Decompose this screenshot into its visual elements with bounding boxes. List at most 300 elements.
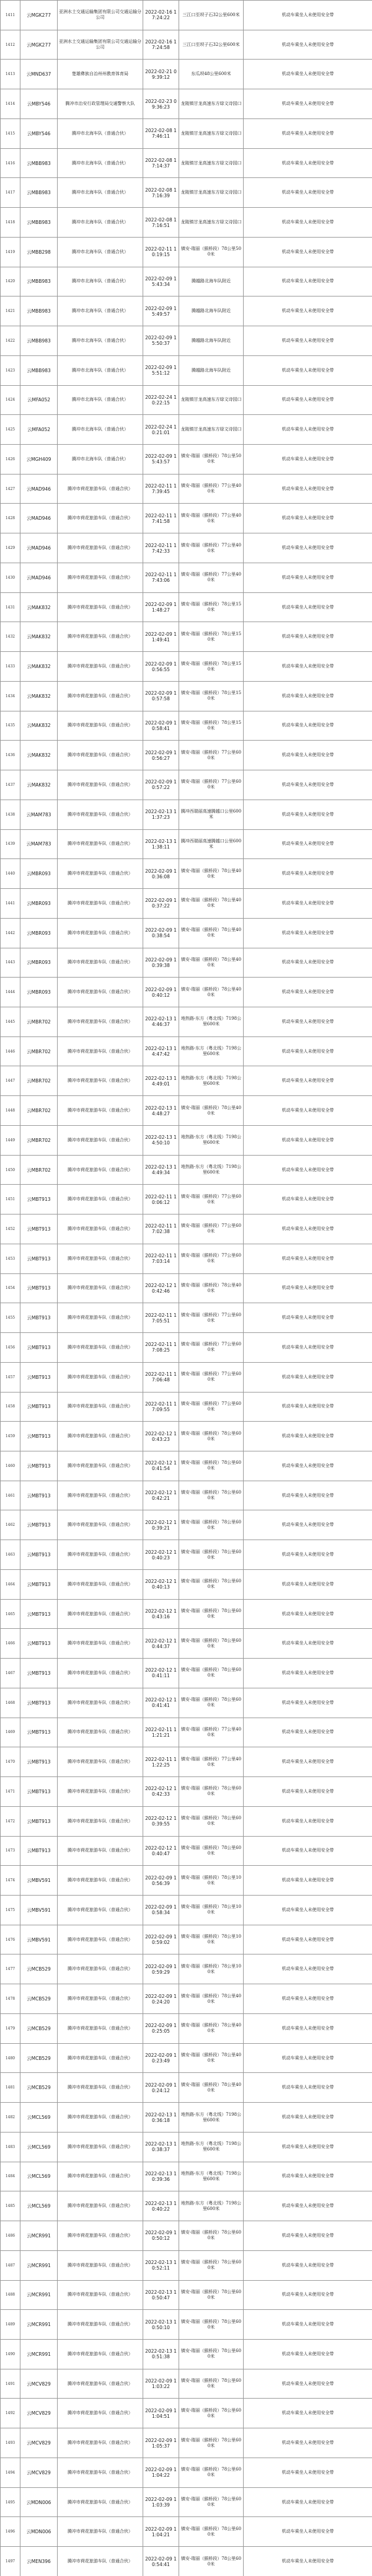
table-row [1,2250,372,2280]
row-number-cell: 1488 [1,2280,20,2310]
violation-location-cell: 腾冲西瑞丽高速腾越口公里600米 [179,829,244,859]
vehicle-owner-cell: 腾冲市荷花旅游车队（普通合伙） [58,1510,143,1540]
plate-number-cell: 云MCB529 [20,2013,58,2043]
plate-number-cell: 云MAK832 [20,741,58,770]
violation-behavior-cell: 机动车乘坐人未使用安全带 [244,2399,372,2428]
violation-location-cell: 镇安-瑞丽（猴桥段）78公里600米 [179,1806,244,1836]
row-number-cell: 1418 [1,208,20,238]
row-number-cell: 1486 [1,2221,20,2251]
violation-location-cell: 镇安-瑞丽（猴桥段）77公里600米 [179,1185,244,1214]
violation-time-cell: 2022-02-11 17:09:55 [143,1392,179,1422]
violation-behavior-cell: 机动车乘坐人未使用安全带 [244,1096,372,1126]
violation-behavior-cell: 机动车乘坐人未使用安全带 [244,1925,372,1954]
violation-behavior-cell: 机动车乘坐人未使用安全带 [244,415,372,445]
table-row [1,1273,372,1303]
vehicle-owner-cell: 腾冲市荷花旅游车队（普通合伙） [58,1954,143,1984]
violation-behavior-cell: 机动车乘坐人未使用安全带 [244,2487,372,2517]
vehicle-owner-cell: 腾冲市荷花旅游车队（普通合伙） [58,1066,143,1096]
violation-location-cell: 三江口至坝子石32公里600米 [179,1,244,30]
plate-number-cell: 云MBT913 [20,1362,58,1392]
violation-time-cell: 2022-02-13 10:51:38 [143,2340,179,2369]
violation-time-cell: 2022-02-11 17:39:45 [143,474,179,504]
violation-location-cell: 镇安-瑞丽（猴桥段）78公里600米 [179,2340,244,2369]
violation-location-cell: 镇安-瑞丽（猴桥段）78公里400米 [179,859,244,889]
plate-number-cell: 云MBT913 [20,1688,58,1718]
row-number-cell: 1415 [1,118,20,148]
vehicle-owner-cell: 腾冲市荷花旅游车队（普通合伙） [58,711,143,741]
row-number-cell: 1428 [1,504,20,533]
violation-time-cell: 2022-02-08 17:16:39 [143,178,179,208]
table-row [1,178,372,208]
vehicle-owner-cell: 楚雄彝族自治州州教育体育局 [58,60,143,89]
violation-behavior-cell: 机动车乘坐人未使用安全带 [244,889,372,919]
vehicle-owner-cell: 腾冲市荷花旅游车队（普通合伙） [58,2162,143,2191]
row-number-cell: 1423 [1,355,20,385]
violation-behavior-cell: 机动车乘坐人未使用安全带 [244,1718,372,1747]
violation-behavior-cell: 机动车乘坐人未使用安全带 [244,445,372,475]
row-number-cell: 1431 [1,592,20,622]
table-row [1,1362,372,1392]
violation-location-cell: 镇安-瑞丽（猴桥段）78公里600米 [179,2310,244,2340]
violation-behavior-cell: 机动车乘坐人未使用安全带 [244,1866,372,1896]
violation-behavior-cell: 机动车乘坐人未使用安全带 [244,89,372,119]
table-row [1,1333,372,1363]
table-row [1,1659,372,1688]
vehicle-owner-cell: 腾冲市荷花旅游车队（普通合伙） [58,1599,143,1629]
violation-behavior-cell: 机动车乘坐人未使用安全带 [244,622,372,652]
violation-behavior-cell: 机动车乘坐人未使用安全带 [244,60,372,89]
row-number-cell: 1485 [1,2191,20,2221]
violation-time-cell: 2022-02-09 11:04:21 [143,2517,179,2547]
vehicle-owner-cell: 腾冲市荷花旅游车队（普通合伙） [58,2487,143,2517]
row-number-cell: 1422 [1,326,20,356]
vehicle-owner-cell: 腾冲市荷花旅游车队（普通合伙） [58,1806,143,1836]
table-row [1,2399,372,2428]
violation-time-cell: 2022-02-09 10:25:05 [143,2013,179,2043]
table-row [1,1214,372,1244]
violation-behavior-cell: 机动车乘坐人未使用安全带 [244,1362,372,1392]
table-row [1,2162,372,2191]
violation-behavior-cell: 机动车乘坐人未使用安全带 [244,918,372,948]
violation-time-cell: 2022-02-11 17:41:58 [143,504,179,533]
vehicle-owner-cell: 腾冲市荷花旅游车队（普通合伙） [58,2399,143,2428]
violation-time-cell: 2022-02-23 09:36:23 [143,89,179,119]
plate-number-cell: 云MBT913 [20,1510,58,1540]
plate-number-cell: 云MDN006 [20,2487,58,2517]
table-row [1,741,372,770]
vehicle-owner-cell: 腾冲市荷花旅游车队（普通合伙） [58,1896,143,1925]
violation-behavior-cell: 机动车乘坐人未使用安全带 [244,504,372,533]
table-row [1,1,372,30]
vehicle-owner-cell: 腾冲市北海车队（普通合伙） [58,148,143,178]
table-row [1,60,372,89]
violation-time-cell: 2022-02-09 10:56:39 [143,1866,179,1896]
plate-number-cell: 云MAK832 [20,770,58,800]
row-number-cell: 1424 [1,385,20,415]
violation-behavior-cell: 机动车乘坐人未使用安全带 [244,2250,372,2280]
violation-location-cell: 龙陵镇甘龙高速东方绿文诗园口 [179,415,244,445]
table-row [1,1777,372,1807]
violation-location-cell: 镇安-瑞丽（猴桥段）78公里400米 [179,978,244,1007]
vehicle-owner-cell: 腾冲市荷花旅游车队（普通合伙） [58,2280,143,2310]
violation-time-cell: 2022-02-09 11:03:22 [143,2369,179,2399]
plate-number-cell: 云MGH409 [20,445,58,475]
plate-number-cell: 云MBB983 [20,355,58,385]
table-row [1,148,372,178]
violation-location-cell: 镇安-瑞丽（猴桥段）78公里600米 [179,1688,244,1718]
table-row [1,1244,372,1273]
vehicle-owner-cell: 腾冲市荷花旅游车队（普通合伙） [58,563,143,592]
violation-behavior-cell: 机动车乘坐人未使用安全带 [244,978,372,1007]
plate-number-cell: 云MAK832 [20,622,58,652]
violation-time-cell: 2022-02-11 10:06:12 [143,1185,179,1214]
row-number-cell: 1479 [1,2013,20,2043]
row-number-cell: 1477 [1,1954,20,1984]
violation-location-cell: 镇安-瑞丽（猴桥段）78公里600米 [179,1510,244,1540]
violation-behavior-cell: 机动车乘坐人未使用安全带 [244,2191,372,2221]
plate-number-cell: 云MBT913 [20,1599,58,1629]
violation-location-cell: 镇安-瑞丽（猴桥段）78公里100米 [179,1954,244,1984]
table-row [1,2547,372,2576]
plate-number-cell: 云MBR093 [20,859,58,889]
violation-location-cell: 镇安-瑞丽（猴桥段）78公里600米 [179,2280,244,2310]
row-number-cell: 1439 [1,829,20,859]
violation-behavior-cell: 机动车乘坐人未使用安全带 [244,355,372,385]
row-number-cell: 1465 [1,1599,20,1629]
violation-location-cell: 镇安-瑞丽（猴桥段）78公里600米 [179,1540,244,1570]
violation-time-cell: 2022-02-12 10:43:23 [143,1422,179,1451]
violation-location-cell: 腾越路北海车队附近 [179,355,244,385]
plate-number-cell: 云MAD946 [20,504,58,533]
violation-time-cell: 2022-02-09 10:56:27 [143,741,179,770]
row-number-cell: 1425 [1,415,20,445]
vehicle-owner-cell: 腾冲市北海车队（普通合伙） [58,267,143,296]
vehicle-owner-cell: 腾冲市北海车队（普通合伙） [58,355,143,385]
violation-behavior-cell: 机动车乘坐人未使用安全带 [244,2369,372,2399]
violation-time-cell: 2022-02-09 10:24:12 [143,2073,179,2103]
violation-time-cell: 2022-02-09 10:57:58 [143,681,179,711]
table-row [1,1125,372,1155]
violation-time-cell: 2022-02-12 10:43:16 [143,1599,179,1629]
vehicle-owner-cell: 腾冲市北海车队（普通合伙） [58,178,143,208]
table-row [1,681,372,711]
vehicle-owner-cell: 腾冲市荷花旅游车队（普通合伙） [58,1392,143,1422]
violation-location-cell: 腾越路北海车队附近 [179,267,244,296]
table-row [1,326,372,356]
vehicle-owner-cell: 腾冲市荷花旅游车队（普通合伙） [58,2191,143,2221]
plate-number-cell: 云MBY546 [20,89,58,119]
table-row [1,2428,372,2458]
table-row [1,1422,372,1451]
plate-number-cell: 云MBT913 [20,1777,58,1807]
violation-time-cell: 2022-02-13 11:37:23 [143,800,179,829]
row-number-cell: 1444 [1,978,20,1007]
plate-number-cell: 云MBV591 [20,1866,58,1896]
table-row [1,2013,372,2043]
violation-location-cell: 镇安-瑞丽（猴桥段）77公里400米 [179,504,244,533]
violation-behavior-cell: 机动车乘坐人未使用安全带 [244,385,372,415]
violation-location-cell: 地热路-东方（粤北线）7198公里600米 [179,2162,244,2191]
row-number-cell: 1440 [1,859,20,889]
violation-time-cell: 2022-02-09 11:04:22 [143,2458,179,2487]
violation-time-cell: 2022-02-21 09:39:12 [143,60,179,89]
violation-behavior-cell: 机动车乘坐人未使用安全带 [244,1333,372,1363]
violation-location-cell: 镇安-瑞丽（猴桥段）78公里400米 [179,1984,244,2014]
violation-location-cell: 镇安-瑞丽（猴桥段）77公里600米 [179,770,244,800]
violation-location-cell: 镇安-瑞丽（猴桥段）77公里600米 [179,1303,244,1333]
vehicle-owner-cell: 腾冲市荷花旅游车队（普通合伙） [58,1155,143,1185]
plate-number-cell: 云MBT913 [20,1392,58,1422]
violation-behavior-cell: 机动车乘坐人未使用安全带 [244,237,372,267]
table-row [1,2280,372,2310]
violation-time-cell: 2022-02-12 10:44:37 [143,1629,179,1659]
plate-number-cell: 云MBR702 [20,1066,58,1096]
vehicle-owner-cell: 腾冲市荷花旅游车队（普通合伙） [58,800,143,829]
plate-number-cell: 云MBT913 [20,1303,58,1333]
violation-location-cell: 镇安-瑞丽（猴桥段）77公里600米 [179,1362,244,1392]
violation-behavior-cell: 机动车乘坐人未使用安全带 [244,2547,372,2576]
violation-behavior-cell: 机动车乘坐人未使用安全带 [244,829,372,859]
plate-number-cell: 云MAK832 [20,681,58,711]
vehicle-owner-cell: 腾冲市荷花旅游车队（普通合伙） [58,1125,143,1155]
violation-time-cell: 2022-02-13 14:48:27 [143,1096,179,1126]
vehicle-owner-cell: 腾冲市北海车队（普通合伙） [58,385,143,415]
violation-location-cell: 三江口至坝子石32公里600米 [179,30,244,60]
violation-behavior-cell: 机动车乘坐人未使用安全带 [244,296,372,326]
violation-location-cell: 镇安-瑞丽（猴桥段）78公里150米 [179,681,244,711]
table-row [1,1007,372,1036]
plate-number-cell: 云MBB983 [20,296,58,326]
table-row [1,89,372,119]
violation-behavior-cell: 机动车乘坐人未使用安全带 [244,2458,372,2487]
table-row [1,889,372,919]
table-row [1,1540,372,1570]
violation-time-cell: 2022-02-13 10:39:36 [143,2162,179,2191]
violation-location-cell: 地热路-东方（粤北线）7198公里600米 [179,2132,244,2162]
violation-time-cell: 2022-02-09 10:40:12 [143,978,179,1007]
violation-location-cell: 龙陵镇甘龙高速东方绿文诗园口 [179,385,244,415]
violation-location-cell: 镇安-瑞丽（猴桥段）78公里150米 [179,622,244,652]
vehicle-owner-cell: 腾冲市荷花旅游车队（普通合伙） [58,1036,143,1066]
table-row [1,118,372,148]
plate-number-cell: 云MBR702 [20,1036,58,1066]
vehicle-owner-cell: 腾冲市荷花旅游车队（普通合伙） [58,504,143,533]
violation-location-cell: 地热路-东方（粤北线）7198公里600米 [179,1125,244,1155]
violation-time-cell: 2022-02-13 10:36:18 [143,2103,179,2133]
vehicle-owner-cell: 腾冲市荷花旅游车队（普通合伙） [58,741,143,770]
violation-location-cell: 镇安-瑞丽（猴桥段）78公里600米 [179,1777,244,1807]
plate-number-cell: 云MAK832 [20,652,58,682]
violation-time-cell: 2022-02-09 11:48:27 [143,592,179,622]
plate-number-cell: 云MBR093 [20,948,58,978]
row-number-cell: 1466 [1,1629,20,1659]
row-number-cell: 1445 [1,1007,20,1036]
row-number-cell: 1449 [1,1125,20,1155]
vehicle-owner-cell: 腾冲市荷花旅游车队（普通合伙） [58,1718,143,1747]
vehicle-owner-cell: 腾冲市荷花旅游车队（普通合伙） [58,2340,143,2369]
violation-location-cell: 镇安-瑞丽（猴桥段）78公里600米 [179,1836,244,1866]
violation-behavior-cell: 机动车乘坐人未使用安全带 [244,1125,372,1155]
table-row [1,859,372,889]
vehicle-owner-cell: 腾冲市荷花旅游车队（普通合伙） [58,1481,143,1510]
row-number-cell: 1446 [1,1036,20,1066]
violation-location-cell: 地热路-东方（粤北线）7198公里600米 [179,1155,244,1185]
row-number-cell: 1416 [1,148,20,178]
table-row [1,1036,372,1066]
plate-number-cell: 云MBB983 [20,267,58,296]
row-number-cell: 1426 [1,445,20,475]
table-row [1,592,372,622]
violation-location-cell: 镇安-瑞丽（猴桥段）78公里600米 [179,2250,244,2280]
plate-number-cell: 云MBT913 [20,1244,58,1273]
vehicle-owner-cell: 腾冲市荷花旅游车队（普通合伙） [58,1777,143,1807]
violation-behavior-cell: 机动车乘坐人未使用安全带 [244,681,372,711]
violation-location-cell: 腾冲西瑞丽高速腾越口公里600米 [179,800,244,829]
table-row [1,474,372,504]
violation-behavior-cell: 机动车乘坐人未使用安全带 [244,948,372,978]
row-number-cell: 1414 [1,89,20,119]
table-row [1,1303,372,1333]
vehicle-owner-cell: 腾冲市荷花旅游车队（普通合伙） [58,2013,143,2043]
violation-location-cell: 镇安-瑞丽（猴桥段）77公里600米 [179,1244,244,1273]
violation-behavior-cell: 机动车乘坐人未使用安全带 [244,2310,372,2340]
violation-time-cell: 2022-02-09 11:04:51 [143,2399,179,2428]
plate-number-cell: 云MBT913 [20,1569,58,1599]
violation-behavior-cell: 机动车乘坐人未使用安全带 [244,326,372,356]
violation-behavior-cell: 机动车乘坐人未使用安全带 [244,1659,372,1688]
violation-behavior-cell: 机动车乘坐人未使用安全带 [244,1036,372,1066]
violation-table-body [1,1,372,2576]
plate-number-cell: 云MBR093 [20,978,58,1007]
violation-behavior-cell: 机动车乘坐人未使用安全带 [244,2221,372,2251]
table-row [1,355,372,385]
violation-behavior-cell: 机动车乘坐人未使用安全带 [244,1007,372,1036]
violation-behavior-cell: 机动车乘坐人未使用安全带 [244,1896,372,1925]
violation-behavior-cell: 机动车乘坐人未使用安全带 [244,770,372,800]
plate-number-cell: 云MAD946 [20,563,58,592]
violation-behavior-cell: 机动车乘坐人未使用安全带 [244,1214,372,1244]
violation-location-cell: 地热路-东方（粤北线）7198公里600米 [179,1036,244,1066]
violation-behavior-cell: 机动车乘坐人未使用安全带 [244,178,372,208]
vehicle-owner-cell: 腾冲市北海车队（普通合伙） [58,118,143,148]
vehicle-owner-cell: 亚洲水土交通运输集团有限公司交通运输分公司 [58,30,143,60]
violation-location-cell: 镇安-瑞丽（猴桥段）78公里600米 [179,1629,244,1659]
violation-time-cell: 2022-02-13 14:50:10 [143,1125,179,1155]
violation-behavior-cell: 机动车乘坐人未使用安全带 [244,1954,372,1984]
violation-time-cell: 2022-02-13 10:50:47 [143,2280,179,2310]
violation-behavior-cell: 机动车乘坐人未使用安全带 [244,1155,372,1185]
vehicle-owner-cell: 腾冲市北海车队（普通合伙） [58,326,143,356]
row-number-cell: 1497 [1,2547,20,2576]
plate-number-cell: 云MBB983 [20,148,58,178]
plate-number-cell: 云MCL569 [20,2191,58,2221]
row-number-cell: 1491 [1,2369,20,2399]
row-number-cell: 1442 [1,918,20,948]
violation-location-cell: 镇安-瑞丽（猴桥段）78公里600米 [179,1481,244,1510]
row-number-cell: 1457 [1,1362,20,1392]
violation-behavior-cell: 机动车乘坐人未使用安全带 [244,474,372,504]
violation-location-cell: 镇安-瑞丽（猴桥段）77公里600米 [179,1333,244,1363]
violation-location-cell: 镇安-瑞丽（猴桥段）78公里500米 [179,445,244,475]
plate-number-cell: 云MBR702 [20,1155,58,1185]
violation-location-cell: 镇安-瑞丽（猴桥段）78公里600米 [179,2487,244,2517]
plate-number-cell: 云MAM783 [20,829,58,859]
violation-behavior-cell: 机动车乘坐人未使用安全带 [244,1629,372,1659]
violation-behavior-cell: 机动车乘坐人未使用安全带 [244,1244,372,1273]
violation-time-cell: 2022-02-09 10:59:02 [143,1925,179,1954]
row-number-cell: 1411 [1,1,20,30]
table-row [1,445,372,475]
violation-behavior-cell: 机动车乘坐人未使用安全带 [244,859,372,889]
violation-location-cell: 镇安-瑞丽（猴桥段）78公里600米 [179,2399,244,2428]
table-row [1,711,372,741]
table-row [1,533,372,563]
plate-number-cell: 云MBT913 [20,1836,58,1866]
violation-location-cell: 地热路-东方（粤北线）7198公里600米 [179,1066,244,1096]
row-number-cell: 1468 [1,1688,20,1718]
row-number-cell: 1451 [1,1185,20,1214]
vehicle-owner-cell: 腾冲市荷花旅游车队（普通合伙） [58,2458,143,2487]
row-number-cell: 1434 [1,681,20,711]
violation-time-cell: 2022-02-09 10:54:41 [143,2547,179,2576]
plate-number-cell: 云MBT913 [20,1747,58,1777]
violation-location-cell: 镇安-瑞丽（猴桥段）78公里400米 [179,889,244,919]
plate-number-cell: 云MAK832 [20,592,58,622]
violation-behavior-cell: 机动车乘坐人未使用安全带 [244,1569,372,1599]
vehicle-owner-cell: 腾冲市荷花旅游车队（普通合伙） [58,681,143,711]
violation-behavior-cell: 机动车乘坐人未使用安全带 [244,2132,372,2162]
violation-time-cell: 2022-02-09 10:36:08 [143,859,179,889]
violation-time-cell: 2022-02-09 10:37:22 [143,889,179,919]
violation-behavior-cell: 机动车乘坐人未使用安全带 [244,1688,372,1718]
plate-number-cell: 云MBB983 [20,326,58,356]
table-row [1,1629,372,1659]
table-row [1,2103,372,2133]
table-row [1,1718,372,1747]
violation-time-cell: 2022-02-12 10:40:23 [143,1540,179,1570]
row-number-cell: 1433 [1,652,20,682]
plate-number-cell: 云MCL569 [20,2132,58,2162]
row-number-cell: 1483 [1,2132,20,2162]
vehicle-owner-cell: 腾冲市荷花旅游车队（普通合伙） [58,533,143,563]
violation-behavior-cell: 机动车乘坐人未使用安全带 [244,1984,372,2014]
violation-behavior-cell: 机动车乘坐人未使用安全带 [244,592,372,622]
plate-number-cell: 云MCB529 [20,1954,58,1984]
violation-time-cell: 2022-02-13 11:38:11 [143,829,179,859]
violation-location-cell: 镇安-瑞丽（猴桥段）78公里400米 [179,1096,244,1126]
plate-number-cell: 云MCB529 [20,1984,58,2014]
vehicle-owner-cell: 腾冲市荷花旅游车队（普通合伙） [58,2250,143,2280]
plate-number-cell: 云MBT913 [20,1333,58,1363]
violation-location-cell: 镇安-瑞丽（猴桥段）78公里150米 [179,711,244,741]
violation-location-cell: 镇安-瑞丽（猴桥段）78公里400米 [179,948,244,978]
violation-behavior-cell: 机动车乘坐人未使用安全带 [244,1540,372,1570]
plate-number-cell: 云MCV829 [20,2369,58,2399]
violation-time-cell: 2022-02-08 17:14:37 [143,148,179,178]
vehicle-owner-cell: 腾冲市荷花旅游车队（普通合伙） [58,2369,143,2399]
table-row [1,1066,372,1096]
plate-number-cell: 云MCR991 [20,2221,58,2251]
violation-time-cell: 2022-02-12 10:40:13 [143,1569,179,1599]
row-number-cell: 1454 [1,1273,20,1303]
table-row [1,237,372,267]
row-number-cell: 1412 [1,30,20,60]
row-number-cell: 1447 [1,1066,20,1096]
table-row [1,1806,372,1836]
vehicle-owner-cell: 腾冲市荷花旅游车队（普通合伙） [58,1659,143,1688]
violation-time-cell: 2022-02-24 10:21:01 [143,415,179,445]
violation-location-cell: 镇安-瑞丽（猴桥段）78公里500米 [179,237,244,267]
